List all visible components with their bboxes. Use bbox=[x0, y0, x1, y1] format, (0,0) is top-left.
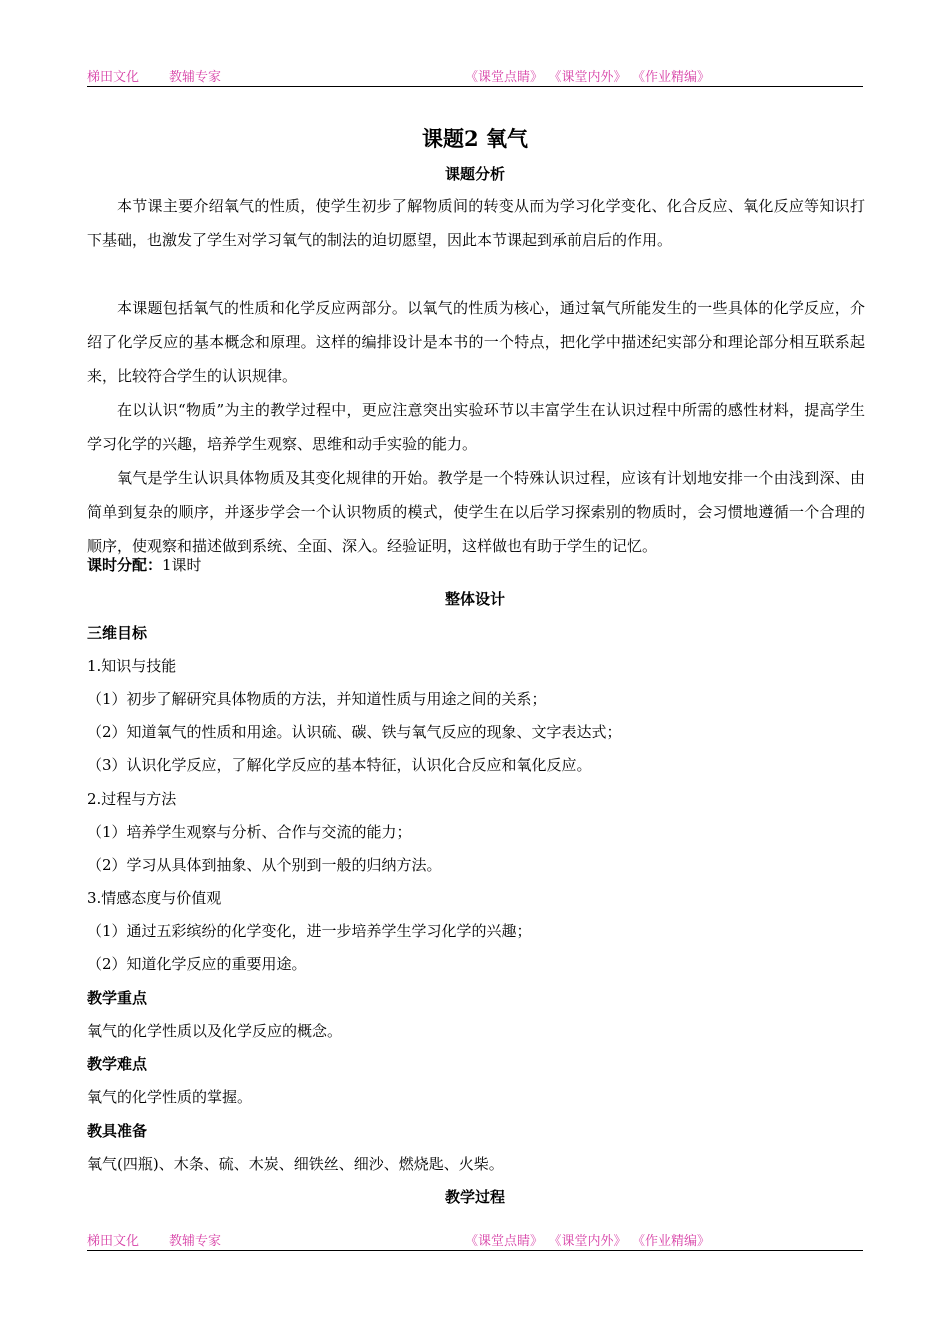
process-heading: 教学过程 bbox=[444, 1188, 505, 1206]
time-allocation bbox=[87, 554, 202, 575]
goal-1-title: 1.知识与技能 bbox=[87, 657, 177, 675]
header-series-item: 《课堂内外》 bbox=[555, 70, 627, 85]
footer-brand-slogan: 教辅专家 bbox=[169, 1234, 222, 1249]
header-series bbox=[465, 66, 722, 85]
design-heading: 整体设计 bbox=[444, 590, 505, 608]
key-text: 氧气的化学性质以及化学反应的概念。 bbox=[87, 1022, 343, 1040]
header-brand bbox=[87, 66, 221, 85]
time-label: 课时分配： bbox=[87, 556, 163, 574]
footer-series-item: 《作业精编》 bbox=[638, 1234, 711, 1249]
goal-2-item: （2）学习从具体到抽象、从个别到一般的归纳方法。 bbox=[87, 856, 442, 874]
goal-2-item: （1）培养学生观察与分析、合作与交流的能力； bbox=[87, 823, 412, 841]
analysis-heading: 课题分析 bbox=[444, 165, 505, 183]
paragraph-3: 在以认识“物质”为主的教学过程中，更应注意突出实验环节以丰富学生在认识过程中所需的感性材料，提高学生学习化学的兴趣，培养学生观察、思维和动手实验的能力。 bbox=[87, 401, 865, 453]
page-header bbox=[87, 64, 863, 87]
goal-3-title: 3.情感态度与价值观 bbox=[87, 889, 222, 907]
tools-heading: 教具准备 bbox=[87, 1122, 148, 1140]
footer-series-item: 《课堂内外》 bbox=[555, 1234, 627, 1249]
footer-brand-name: 梯田文化 bbox=[87, 1234, 140, 1249]
time-value: 1课时 bbox=[162, 556, 202, 574]
header-brand-slogan: 教辅专家 bbox=[169, 70, 222, 85]
goal-2-title: 2.过程与方法 bbox=[87, 790, 177, 808]
goal-1-item: （1）初步了解研究具体物质的方法，并知道性质与用途之间的关系； bbox=[87, 690, 547, 708]
tools-text: 氧气(四瓶)、木条、硫、木炭、细铁丝、细沙、燃烧匙、火柴。 bbox=[87, 1155, 504, 1173]
key-heading: 教学重点 bbox=[87, 989, 148, 1007]
goals-heading: 三维目标 bbox=[87, 624, 148, 642]
goal-1-item: （2）知道氧气的性质和用途。认识硫、碳、铁与氧气反应的现象、文字表达式； bbox=[87, 723, 622, 741]
footer-brand bbox=[87, 1230, 221, 1249]
footer-series bbox=[465, 1230, 722, 1249]
paragraph-4: 氧气是学生认识具体物质及其变化规律的开始。教学是一个特殊认识过程，应该有计划地安排一个由浅到深、由简单到复杂的顺序，并逐步学会一个认识物质的模式，使学生在以后学习探索别的物质时，会习惯地遵循一个合理的顺序，使观察和描述做到系统、全面、深入。经验证明，这样做也有助于学生的记忆。 bbox=[87, 469, 865, 555]
difficulty-heading: 教学难点 bbox=[87, 1055, 148, 1073]
goal-1-item: （3）认识化学反应，了解化学反应的基本特征，认识化合反应和氧化反应。 bbox=[87, 756, 592, 774]
page-footer bbox=[87, 1228, 863, 1251]
header-series-item: 《课堂点睛》 bbox=[465, 70, 544, 85]
header-brand-name: 梯田文化 bbox=[87, 70, 140, 85]
difficulty-text: 氧气的化学性质的掌握。 bbox=[87, 1088, 253, 1106]
goal-3-item: （2）知道化学反应的重要用途。 bbox=[87, 955, 307, 973]
goal-3-item: （1）通过五彩缤纷的化学变化，进一步培养学生学习化学的兴趣； bbox=[87, 922, 532, 940]
footer-series-item: 《课堂点睛》 bbox=[465, 1234, 544, 1249]
document-title: 课题2 氧气 bbox=[422, 126, 528, 151]
paragraph-2: 本课题包括氧气的性质和化学反应两部分。以氧气的性质为核心，通过氧气所能发生的一些具体的化学反应，介绍了化学反应的基本概念和原理。这样的编排设计是本书的一个特点，把化学中描述纪实部分和理论部分相互联系起来，比较符合学生的认识规律。 bbox=[87, 299, 865, 385]
paragraph-1: 本节课主要介绍氧气的性质，使学生初步了解物质间的转变从而为学习化学变化、化合反应、氧化反应等知识打下基础，也激发了学生对学习氧气的制法的迫切愿望，因此本节课起到承前启后的作用。 bbox=[87, 197, 865, 249]
header-series-item: 《作业精编》 bbox=[638, 70, 711, 85]
